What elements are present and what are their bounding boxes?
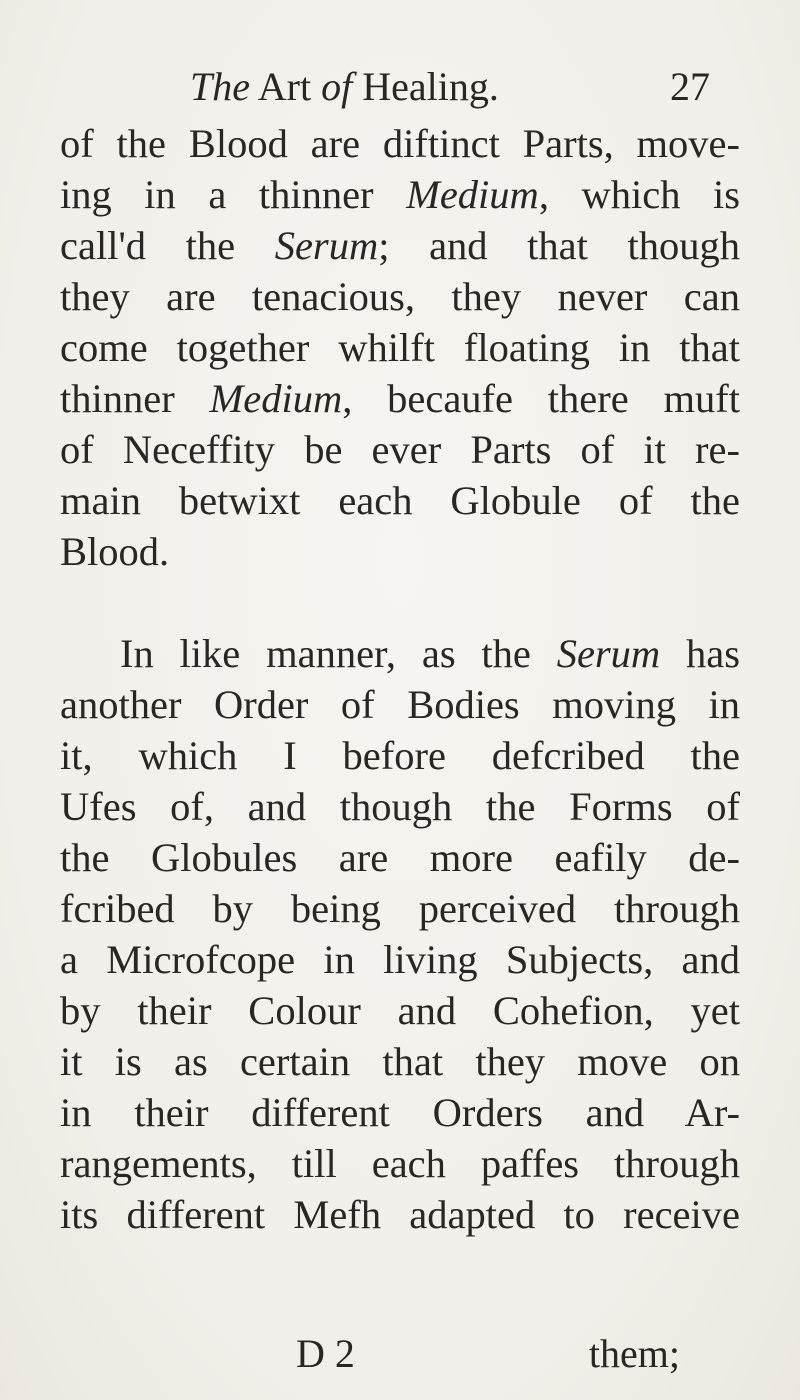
text-run: its different Mefh adapted to receive — [60, 1192, 740, 1237]
text-run: by their Colour and Cohefion, yet — [60, 988, 740, 1033]
running-title-healing: Healing. — [352, 64, 499, 109]
paragraph2-line-5 — [60, 832, 740, 884]
paragraph1-line-5 — [60, 322, 740, 374]
text-run: fcribed by being perceived through — [60, 886, 740, 931]
running-title-art: Art — [250, 64, 322, 109]
paragraph1-line-7 — [60, 424, 740, 476]
paragraph2-line-8 — [60, 985, 740, 1037]
text-run: Ufes of, and though the Forms of — [60, 784, 740, 829]
catchword: them; — [588, 1331, 680, 1376]
running-title-the: The — [190, 64, 250, 109]
text-run: a Microfcope in living Subjects, and — [60, 937, 740, 982]
page-number: 27 — [670, 64, 710, 109]
paragraph2-line-12 — [60, 1189, 740, 1241]
text-run: it, which I before defcribed the — [60, 733, 740, 778]
paragraph1-line-6 — [60, 373, 740, 425]
text-run: call'd the — [60, 223, 275, 268]
paragraph2-line-1 — [120, 628, 740, 680]
text-run: another Order of Bodies moving in — [60, 682, 740, 727]
text-run: it is as certain that they move on — [60, 1039, 740, 1084]
running-title-of: of — [321, 64, 353, 109]
italic-term: Serum — [274, 223, 379, 268]
paragraph2-line-2 — [60, 679, 740, 731]
running-title — [190, 62, 499, 112]
text-run: Blood. — [60, 529, 170, 574]
page-footer — [250, 1328, 680, 1380]
text-run: main betwixt each Globule of the — [60, 478, 740, 523]
text-run: come together whilft floating in that — [60, 325, 740, 370]
text-run: , which is — [538, 172, 740, 217]
paragraph1-line-3 — [60, 220, 740, 272]
italic-term: Serum — [556, 631, 661, 676]
text-run: of Neceffity be ever Parts of it re- — [60, 427, 740, 472]
text-run: in their different Orders and Ar- — [60, 1090, 740, 1135]
paragraph2-line-11 — [60, 1138, 740, 1190]
text-run: ing in a thinner — [60, 172, 407, 217]
text-run: has — [660, 631, 740, 676]
text-run: the Globules are more eafily de- — [60, 835, 740, 880]
paragraph1-line-8 — [60, 475, 740, 527]
signature-mark: D 2 — [296, 1331, 355, 1376]
text-run: they are tenacious, they never can — [60, 274, 740, 319]
italic-term: Medium — [406, 172, 539, 217]
paragraph1-line-9 — [60, 526, 740, 578]
text-run: ; and that though — [378, 223, 740, 268]
paragraph1-line-2 — [60, 169, 740, 221]
text-run: In like manner, as the — [120, 631, 557, 676]
running-header — [190, 62, 710, 112]
text-run: of the Blood are diftinct Parts, move- — [60, 121, 740, 166]
paragraph2-line-10 — [60, 1087, 740, 1139]
paragraph2-line-4 — [60, 781, 740, 833]
text-run: thinner — [60, 376, 210, 421]
text-run: , becaufe there muft — [342, 376, 740, 421]
paragraph1-line-4 — [60, 271, 740, 323]
paragraph2-line-6 — [60, 883, 740, 935]
paragraph2-line-3 — [60, 730, 740, 782]
paragraph2-line-9 — [60, 1036, 740, 1088]
italic-term: Medium — [209, 376, 343, 421]
paragraph1-line-1 — [60, 118, 740, 170]
text-run: rangements, till each paffes through — [60, 1141, 740, 1186]
paragraph2-line-7 — [60, 934, 740, 986]
